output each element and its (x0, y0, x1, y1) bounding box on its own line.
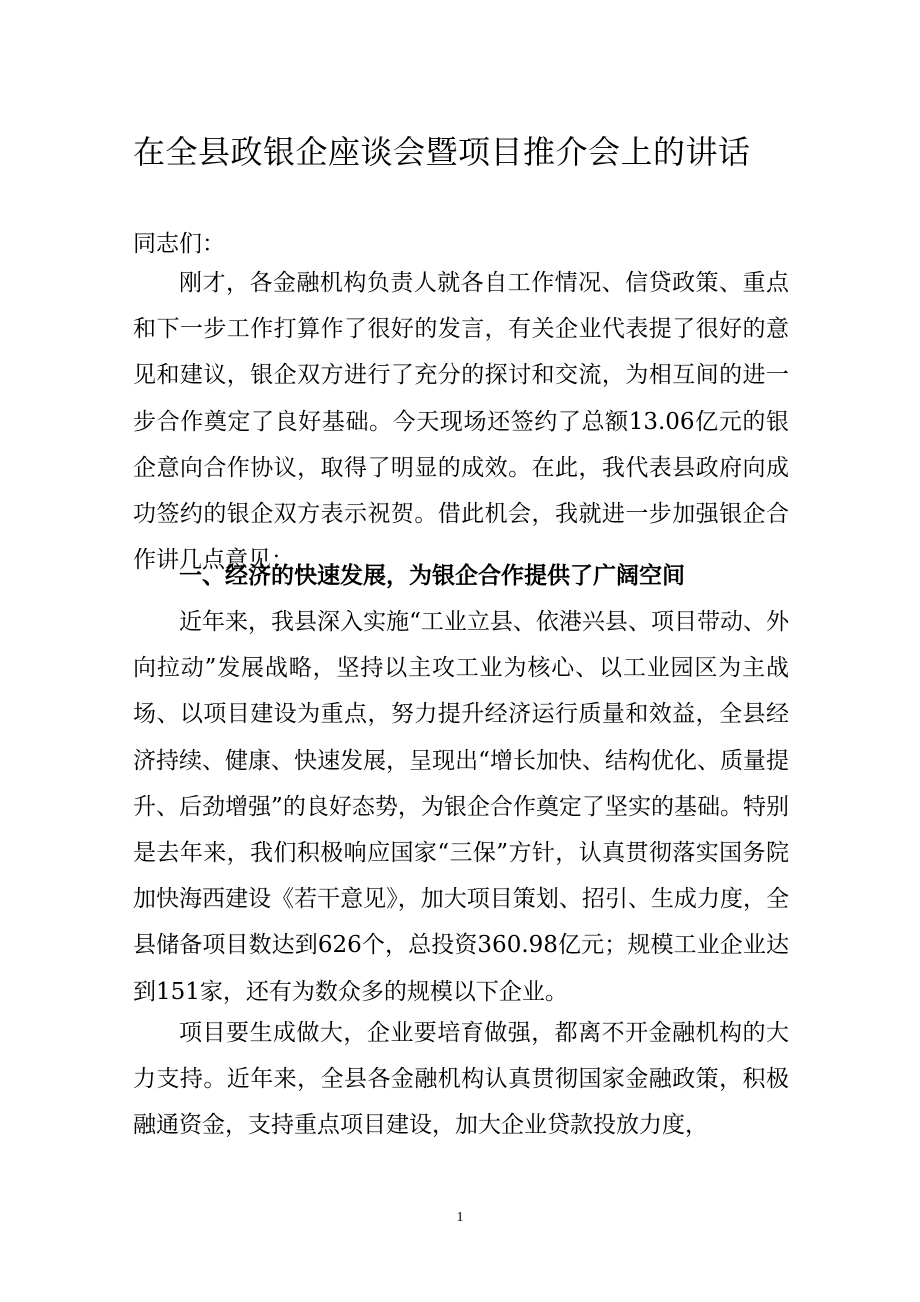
page-number: 1 (456, 1210, 464, 1225)
document-title: 在全县政银企座谈会暨项目推介会上的讲话 (133, 133, 751, 171)
paragraph-economy: 近年来，我县深入实施“工业立县、依港兴县、项目带动、外向拉动”发展战略，坚持以主攻工业为核心、以工业园区为主战场、以项目建设为重点，努力提升经济运行质量和效益，全县经济持续、健康、快速发展，呈现出“增长加快、结构优化、质量提升、后劲增强”的良好态势，为银企合作奠定了坚实的基础。特别是去年来，我们积极响应国家“三保”方针，认真贯彻落实国务院加快海西建设《若干意见》，加大项目策划、招引、生成力度，全县储备项目数达到626个，总投资360.98亿元；规模工业企业达到151家，还有为数众多的规模以下企业。 (133, 609, 789, 1005)
section-heading-1: 一、经济的快速发展，为银企合作提供了广阔空间 (179, 563, 685, 589)
paragraph-intro: 刚才，各金融机构负责人就各自工作情况、信贷政策、重点和下一步工作打算作了很好的发言，有关企业代表提了很好的意见和建议，银企双方进行了充分的探讨和交流，为相互间的进一步合作奠定了良好基础。今天现场还签约了总额13.06亿元的银企意向合作协议，取得了明显的成效。在此，我代表县政府向成功签约的银企双方表示祝贺。借此机会，我就进一步加强银企合作讲几点意见： (133, 270, 789, 574)
salutation: 同志们： (133, 231, 225, 257)
paragraph-finance-support: 项目要生成做大，企业要培育做强，都离不开金融机构的大力支持。近年来，全县各金融机构认真贯彻国家金融政策，积极融通资金，支持重点项目建设，加大企业贷款投放力度， (133, 1020, 789, 1139)
